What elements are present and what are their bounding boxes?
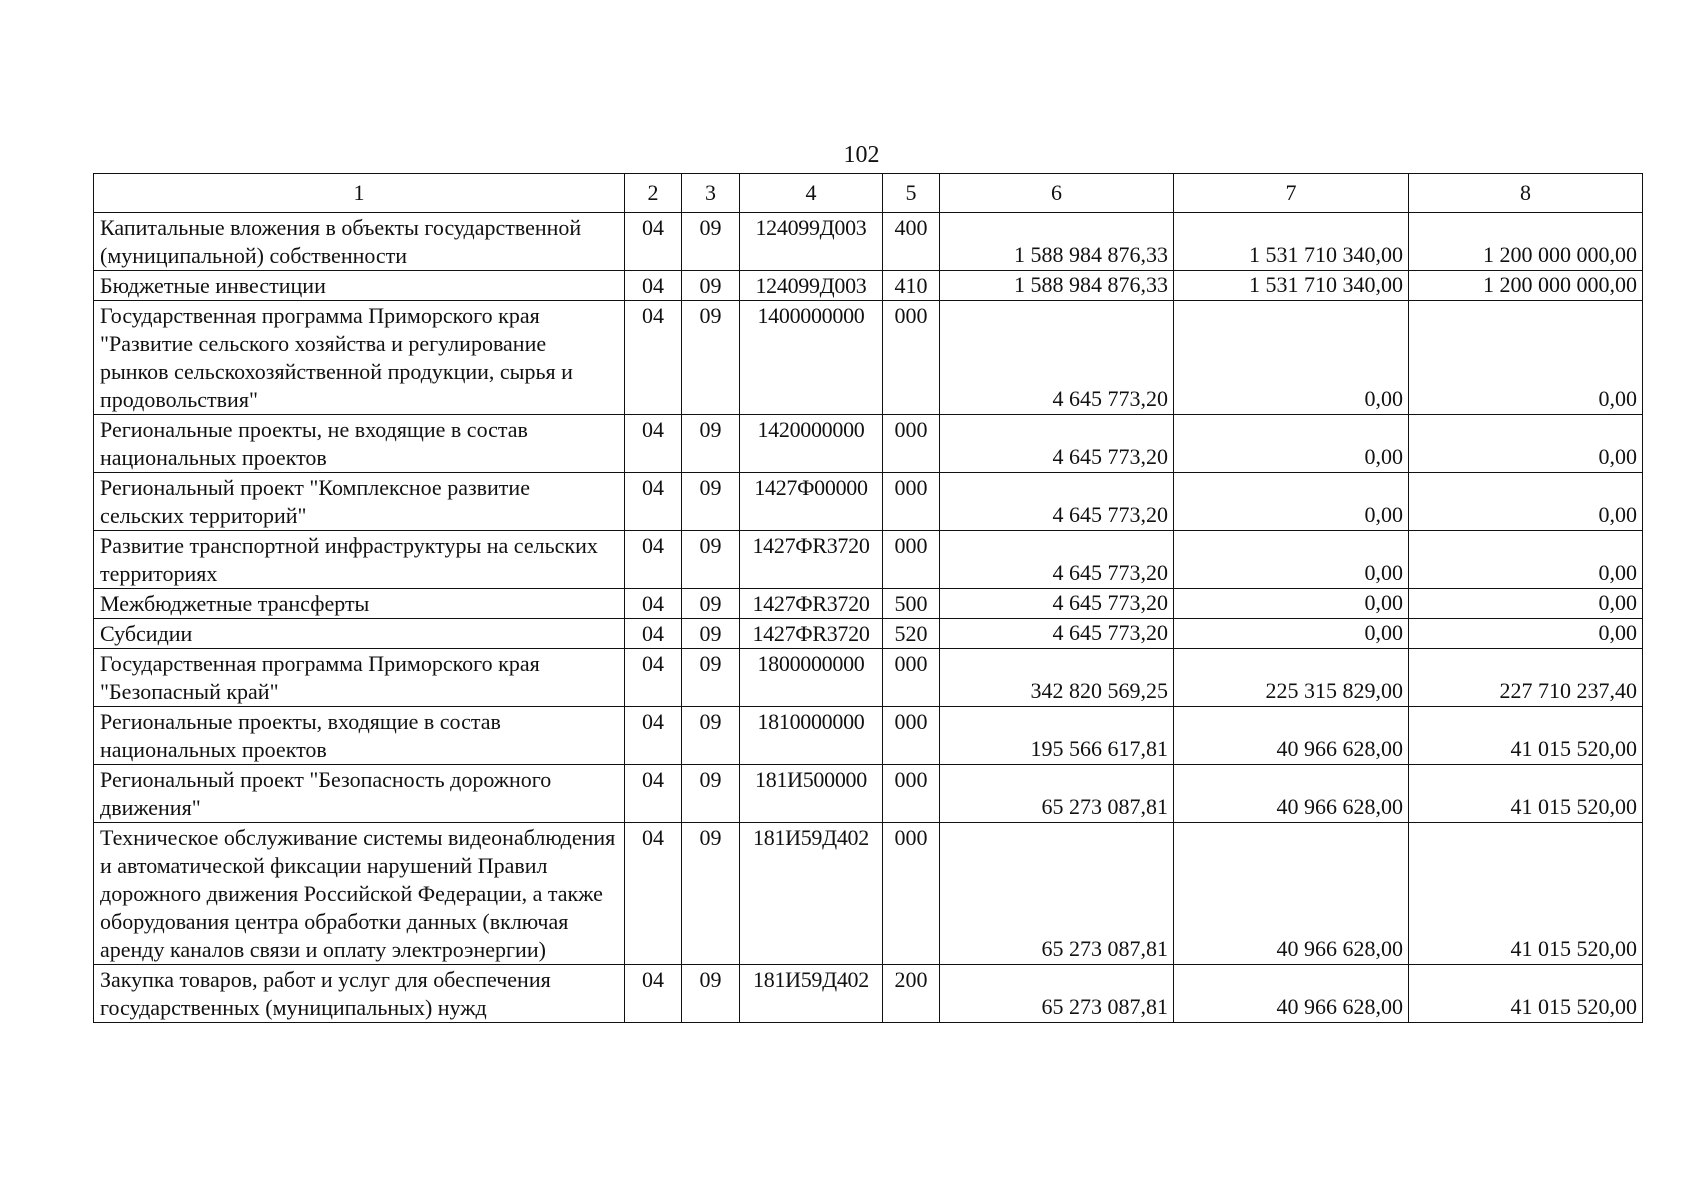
subsection-code-cell: 09	[682, 619, 740, 649]
amount-col6-cell: 4 645 773,20	[940, 301, 1174, 415]
target-article-cell: 1420000000	[740, 415, 883, 473]
subsection-code-cell: 09	[682, 765, 740, 823]
subsection-code-cell: 09	[682, 301, 740, 415]
section-code-cell: 04	[625, 823, 682, 965]
target-article-cell: 1427ФR3720	[740, 589, 883, 619]
amount-col6-cell: 342 820 569,25	[940, 649, 1174, 707]
amount-col6-cell: 65 273 087,81	[940, 765, 1174, 823]
amount-col8-cell: 0,00	[1409, 473, 1643, 531]
subsection-code-cell: 09	[682, 707, 740, 765]
header-cell-5: 5	[883, 174, 940, 213]
amount-col8-cell: 227 710 237,40	[1409, 649, 1643, 707]
amount-col8-cell: 0,00	[1409, 415, 1643, 473]
row-name-cell: Закупка товаров, работ и услуг для обеспечения государственных (муниципальных) нужд	[94, 965, 625, 1023]
section-code-cell: 04	[625, 765, 682, 823]
target-article-cell: 1400000000	[740, 301, 883, 415]
header-cell-1: 1	[94, 174, 625, 213]
table-row	[94, 823, 1643, 965]
table-body	[94, 174, 1643, 1023]
table-row	[94, 473, 1643, 531]
amount-col8-cell: 41 015 520,00	[1409, 707, 1643, 765]
table-row	[94, 531, 1643, 589]
expense-type-cell: 500	[883, 589, 940, 619]
target-article-cell: 1800000000	[740, 649, 883, 707]
expense-type-cell: 000	[883, 765, 940, 823]
target-article-cell: 181И59Д402	[740, 965, 883, 1023]
header-cell-4: 4	[740, 174, 883, 213]
table-row	[94, 213, 1643, 271]
amount-col6-cell: 4 645 773,20	[940, 415, 1174, 473]
table-row	[94, 301, 1643, 415]
page-number: 102	[843, 142, 880, 168]
section-code-cell: 04	[625, 965, 682, 1023]
table-row	[94, 271, 1643, 301]
amount-col7-cell: 40 966 628,00	[1174, 965, 1409, 1023]
expense-type-cell: 000	[883, 531, 940, 589]
expense-type-cell: 520	[883, 619, 940, 649]
table-row	[94, 765, 1643, 823]
expense-type-cell: 000	[883, 823, 940, 965]
section-code-cell: 04	[625, 531, 682, 589]
subsection-code-cell: 09	[682, 213, 740, 271]
amount-col6-cell: 65 273 087,81	[940, 965, 1174, 1023]
row-name-cell: Региональные проекты, не входящие в состав национальных проектов	[94, 415, 625, 473]
expense-type-cell: 000	[883, 649, 940, 707]
amount-col7-cell: 40 966 628,00	[1174, 765, 1409, 823]
amount-col6-cell: 1 588 984 876,33	[940, 271, 1174, 301]
amount-col7-cell: 0,00	[1174, 415, 1409, 473]
amount-col7-cell: 0,00	[1174, 473, 1409, 531]
section-code-cell: 04	[625, 707, 682, 765]
amount-col6-cell: 4 645 773,20	[940, 589, 1174, 619]
amount-col6-cell: 4 645 773,20	[940, 531, 1174, 589]
row-name-cell: Техническое обслуживание системы видеонаблюдения и автоматической фиксации нарушений Правил дорожного движения Российской Федерации, а также оборудования центра обработки данных (включая аренду каналов связи и оплату электроэнергии)	[94, 823, 625, 965]
amount-col7-cell: 40 966 628,00	[1174, 707, 1409, 765]
expense-type-cell: 000	[883, 415, 940, 473]
subsection-code-cell: 09	[682, 415, 740, 473]
target-article-cell: 124099Д003	[740, 213, 883, 271]
row-name-cell: Развитие транспортной инфраструктуры на сельских территориях	[94, 531, 625, 589]
row-name-cell: Государственная программа Приморского края "Развитие сельского хозяйства и регулирование рынков сельскохозяйственной продукции, сырья и продовольствия"	[94, 301, 625, 415]
subsection-code-cell: 09	[682, 531, 740, 589]
target-article-cell: 1427Ф00000	[740, 473, 883, 531]
subsection-code-cell: 09	[682, 965, 740, 1023]
row-name-cell: Субсидии	[94, 619, 625, 649]
section-code-cell: 04	[625, 649, 682, 707]
section-code-cell: 04	[625, 415, 682, 473]
header-cell-7: 7	[1174, 174, 1409, 213]
amount-col6-cell: 65 273 087,81	[940, 823, 1174, 965]
section-code-cell: 04	[625, 619, 682, 649]
amount-col7-cell: 225 315 829,00	[1174, 649, 1409, 707]
amount-col7-cell: 0,00	[1174, 301, 1409, 415]
section-code-cell: 04	[625, 301, 682, 415]
target-article-cell: 1427ФR3720	[740, 619, 883, 649]
amount-col8-cell: 1 200 000 000,00	[1409, 271, 1643, 301]
expense-type-cell: 400	[883, 213, 940, 271]
row-name-cell: Бюджетные инвестиции	[94, 271, 625, 301]
amount-col7-cell: 1 531 710 340,00	[1174, 271, 1409, 301]
table-row	[94, 589, 1643, 619]
amount-col8-cell: 0,00	[1409, 301, 1643, 415]
header-cell-8: 8	[1409, 174, 1643, 213]
row-name-cell: Региональные проекты, входящие в состав национальных проектов	[94, 707, 625, 765]
row-name-cell: Региональный проект "Безопасность дорожного движения"	[94, 765, 625, 823]
subsection-code-cell: 09	[682, 649, 740, 707]
section-code-cell: 04	[625, 589, 682, 619]
subsection-code-cell: 09	[682, 823, 740, 965]
expense-type-cell: 410	[883, 271, 940, 301]
amount-col8-cell: 0,00	[1409, 531, 1643, 589]
target-article-cell: 1810000000	[740, 707, 883, 765]
header-cell-3: 3	[682, 174, 740, 213]
amount-col8-cell: 41 015 520,00	[1409, 965, 1643, 1023]
amount-col8-cell: 41 015 520,00	[1409, 765, 1643, 823]
amount-col7-cell: 1 531 710 340,00	[1174, 213, 1409, 271]
amount-col6-cell: 195 566 617,81	[940, 707, 1174, 765]
subsection-code-cell: 09	[682, 271, 740, 301]
target-article-cell: 181И59Д402	[740, 823, 883, 965]
budget-table	[93, 173, 1643, 1023]
section-code-cell: 04	[625, 271, 682, 301]
expense-type-cell: 000	[883, 473, 940, 531]
amount-col8-cell: 0,00	[1409, 619, 1643, 649]
subsection-code-cell: 09	[682, 589, 740, 619]
amount-col7-cell: 0,00	[1174, 531, 1409, 589]
table-row	[94, 649, 1643, 707]
amount-col6-cell: 4 645 773,20	[940, 619, 1174, 649]
amount-col7-cell: 0,00	[1174, 619, 1409, 649]
amount-col7-cell: 40 966 628,00	[1174, 823, 1409, 965]
expense-type-cell: 200	[883, 965, 940, 1023]
amount-col6-cell: 4 645 773,20	[940, 473, 1174, 531]
amount-col8-cell: 41 015 520,00	[1409, 823, 1643, 965]
row-name-cell: Региональный проект "Комплексное развитие сельских территорий"	[94, 473, 625, 531]
target-article-cell: 181И500000	[740, 765, 883, 823]
section-code-cell: 04	[625, 473, 682, 531]
amount-col6-cell: 1 588 984 876,33	[940, 213, 1174, 271]
header-cell-6: 6	[940, 174, 1174, 213]
table-row	[94, 707, 1643, 765]
row-name-cell: Капитальные вложения в объекты государственной (муниципальной) собственности	[94, 213, 625, 271]
table-row	[94, 415, 1643, 473]
table-row	[94, 619, 1643, 649]
subsection-code-cell: 09	[682, 473, 740, 531]
amount-col8-cell: 0,00	[1409, 589, 1643, 619]
row-name-cell: Межбюджетные трансферты	[94, 589, 625, 619]
amount-col8-cell: 1 200 000 000,00	[1409, 213, 1643, 271]
target-article-cell: 1427ФR3720	[740, 531, 883, 589]
header-row	[94, 174, 1643, 213]
table-row	[94, 965, 1643, 1023]
target-article-cell: 124099Д003	[740, 271, 883, 301]
row-name-cell: Государственная программа Приморского края "Безопасный край"	[94, 649, 625, 707]
expense-type-cell: 000	[883, 301, 940, 415]
expense-type-cell: 000	[883, 707, 940, 765]
amount-col7-cell: 0,00	[1174, 589, 1409, 619]
section-code-cell: 04	[625, 213, 682, 271]
header-cell-2: 2	[625, 174, 682, 213]
